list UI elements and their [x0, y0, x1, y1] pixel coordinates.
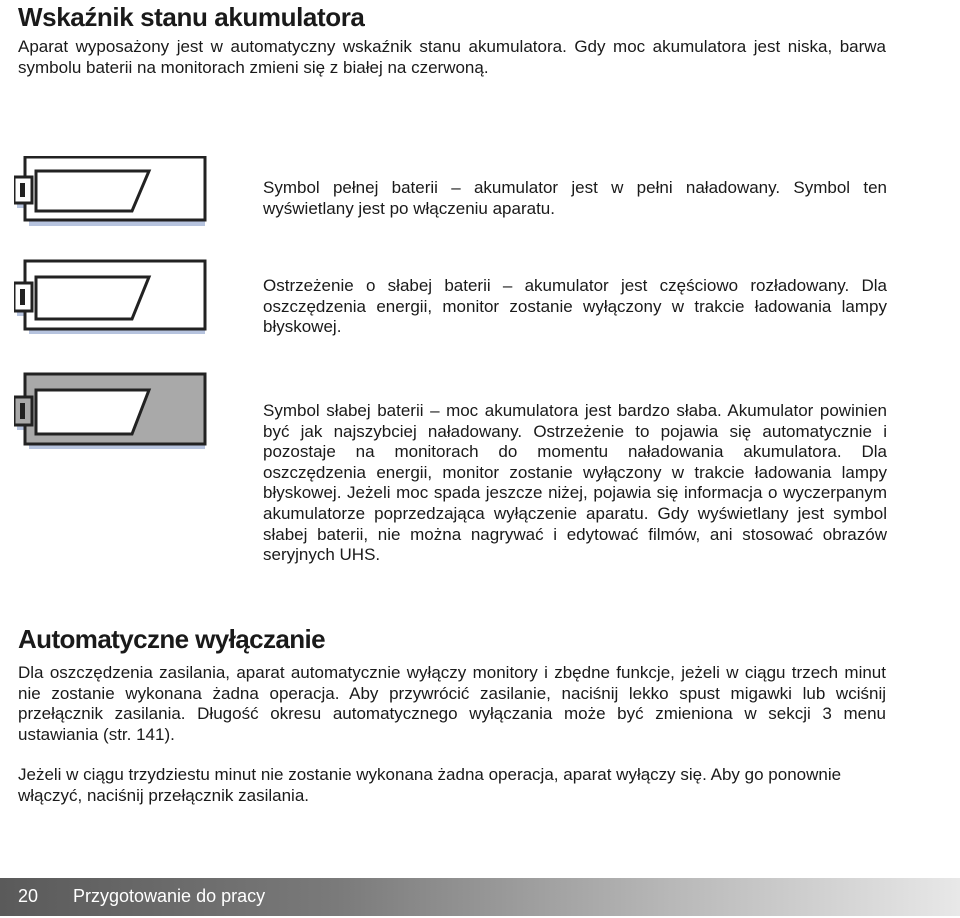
battery-weak-icon [14, 372, 209, 452]
section-title-battery-indicator: Wskaźnik stanu akumulatora [18, 2, 365, 32]
battery-low-warning-icon [14, 259, 209, 337]
page-footer [0, 878, 960, 916]
battery-full-description: Symbol pełnej baterii – akumulator jest w pełni naładowany. Symbol ten wyświetlany jest po włączeniu aparatu. [263, 178, 887, 218]
auto-power-off-paragraph-2: Jeżeli w ciągu trzydziestu minut nie zostanie wykonana żadna operacja, aparat wyłączy się. Aby go ponownie włączyć, naciśnij przełącznik zasilania. [18, 765, 842, 805]
page-number: 20 [18, 886, 39, 906]
auto-power-off-paragraph-1: Dla oszczędzenia zasilania, aparat automatycznie wyłączy monitory i zbędne funkcje, jeżeli w ciągu trzech minut nie zostanie wykonana żadna operacja. Aby przywrócić zasilanie, naciśnij lekko spust migawki lub wciśnij przełącznik zasilania. Długość okresu automatycznego wyłączania może być zmieniona w sekcji 3 menu ustawiania (str. 141). [18, 663, 886, 744]
intro-paragraph: Aparat wyposażony jest w automatyczny wskaźnik stanu akumulatora. Gdy moc akumulatora jest niska, barwa symbolu baterii na monitorach zmieni się z białej na czerwoną. [18, 37, 886, 77]
chapter-title: Przygotowanie do pracy [73, 886, 266, 906]
battery-full-icon [14, 156, 209, 228]
section-title-auto-power-off: Automatyczne wyłączanie [18, 624, 325, 654]
battery-low-warning-description: Ostrzeżenie o słabej baterii – akumulator jest częściowo rozładowany. Dla oszczędzenia energii, monitor zostanie wyłączony w trakcie ładowania lampy błyskowej. [263, 276, 887, 337]
battery-weak-description: Symbol słabej baterii – moc akumulatora jest bardzo słaba. Akumulator powinien być jak najszybciej naładowany. Ostrzeżenie to pojawia się automatycznie i pozostaje na monitorach do momentu naładowania akumulatora. Dla oszczędzenia energii, monitor zostanie wyłączony w trakcie ładowania lampy błyskowej. Jeżeli moc spada jeszcze niżej, pojawia się informacja o wyczerpanym akumulatorze poprzedzająca wyłączenie aparatu. Gdy wyświetlany jest symbol słabej baterii, nie można nagrywać i edytować filmów, ani stosować obrazów seryjnych UHS. [263, 401, 887, 565]
